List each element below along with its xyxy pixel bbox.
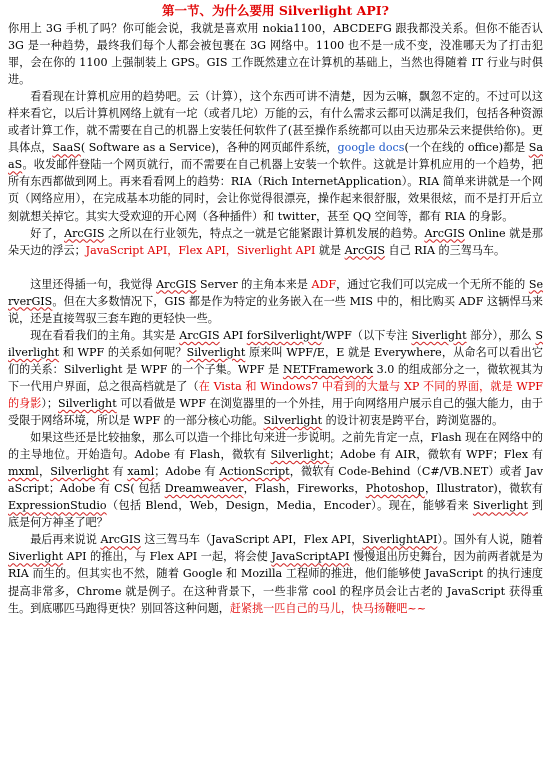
- text-segment: ArcGIS: [100, 533, 141, 547]
- text-segment: 原来叫 WPF/E，E 就是 Everywhere，从命名可以看出它们的关系：Silverlight 是 WPF 的一个子集。WPF 是: [8, 345, 543, 376]
- text-segment: 最后再来说说: [30, 533, 101, 547]
- text-segment: Siverlight API: [236, 243, 316, 257]
- text-segment: Siverlight: [411, 328, 467, 342]
- text-segment: 的设计初衷是跨平台，跨浏览器的。: [322, 414, 504, 428]
- text-segment: 自己 RIA 的三驾马车。: [385, 243, 506, 257]
- section-title: 第一节、为什么要用 Silverlight API?: [162, 3, 389, 18]
- text-segment: 现在看看我们的主角。其实是: [30, 328, 180, 342]
- text-segment: ServerGIS: [8, 277, 544, 308]
- text-segment: （包括 Blend，Web，Design，Media，Encoder）。现在，能够看来: [106, 499, 473, 513]
- paragraph: [8, 531, 543, 616]
- text-segment: Online 就是那朵天边的浮云；: [8, 226, 543, 257]
- text-segment: 和 WPF 的关系如何呢？: [59, 345, 187, 359]
- paragraph: [8, 88, 543, 224]
- text-segment: Silverlight: [58, 396, 117, 410]
- text-segment: ArcGIS: [344, 243, 386, 257]
- text-segment: 3.0 的组成部分之一，微软视其为下一代用户界面，总之很高档就是了（: [8, 362, 543, 393]
- text-segment: ( Software as a Service)，各种的网页邮件系统，: [80, 141, 338, 155]
- text-segment: ，微软有 Code-Behind（C#/VB.NET）或者 JavaScript；Adobe 有 CS( 包括: [8, 465, 543, 496]
- text-segment: 有: [108, 465, 128, 479]
- paragraph: [8, 276, 543, 327]
- text-segment: /WPF（以下专注: [321, 328, 412, 342]
- text-segment: 在 Vista 和 Windows7 中看到的大量与 XP 不同的界面，就是 WPF 的身影: [8, 379, 543, 410]
- text-segment: Siverlight: [8, 550, 64, 564]
- text-segment: ExpressionStudio: [8, 499, 107, 513]
- text-segment: 好了，: [30, 226, 65, 240]
- text-segment: ，Flash，Fireworks，: [243, 482, 366, 496]
- paragraph: [8, 429, 543, 531]
- paragraph: [8, 20, 543, 88]
- text-segment: 看看现在计算机应用的趋势吧。云（计算），这个东西可讲不清楚，因为云嘛，飘忽不定的。不过可以这样来看它，以后计算机网络上就有一坨（或者几坨）万能的云，有什么需求云都可以满足我们，包括各种资源或者计算工作，就不需要在自己的机器上安装任何软件了(甚至操作系统都可以由天边那朵云来提供给你)。更具体点，: [8, 90, 543, 155]
- text-segment: ，: [225, 243, 237, 257]
- text-segment: 。但在大多数情况下，GIS 都是作为特定的业务嵌入在一些 MIS 中的，相比购买 ADF 这辆悍马来说，还是直接驾驭三套车跑的更轻快一些。: [8, 294, 543, 325]
- text-segment: Silverlight: [8, 328, 543, 359]
- text-segment: (一个在线的 office)都是: [404, 141, 529, 155]
- text-segment: ArcGIS: [64, 226, 105, 240]
- paragraph: [8, 225, 543, 259]
- text-segment: Silverlight: [50, 465, 109, 479]
- text-segment: ArcGIS: [156, 277, 197, 291]
- text-segment: ；Adobe 有 AIR，微软有 WPF；Flex 有: [329, 448, 543, 462]
- text-segment: 之所以在行业领先，特点之一就是它能紧跟计算机发展的趋势。: [104, 226, 425, 240]
- text-segment: NETFramework: [282, 362, 374, 376]
- text-segment: ArcGIS: [179, 328, 220, 342]
- text-segment: ）。国外有人说，随着: [437, 533, 544, 547]
- text-segment: ；Adobe 有: [154, 465, 220, 479]
- text-segment: xaml: [127, 465, 155, 479]
- text-segment: ，: [167, 243, 179, 257]
- text-segment: ArcGIS: [424, 226, 465, 240]
- text-segment: 就是: [315, 243, 345, 257]
- text-segment: mxml: [8, 465, 39, 479]
- text-segment: SaaS: [52, 141, 81, 155]
- paragraph-gap: [8, 259, 543, 276]
- text-segment: ActionScript: [219, 465, 290, 479]
- text-segment: Silverlight: [270, 448, 330, 462]
- text-segment: ADF: [311, 277, 337, 291]
- text-segment: ）；: [41, 396, 59, 410]
- document-body: [8, 20, 543, 617]
- text-segment: Flex API: [178, 243, 226, 257]
- text-segment: 赶紧挑一匹自己的马儿，快马扬鞭吧~~: [229, 601, 426, 615]
- text-segment: 你用上 3G 手机了吗？你可能会说，我就是喜欢用 nokia1100，ABCDEFG 跟我都没关系。但你不能否认 3G 是一种趋势，最终我们每个人都会被包裹在 3G 网络中。1100 也不是一成不变，没准哪天为了打击犯罪，会在你的 1100 上强制装上 GPS。GIS 工作既然建立在计算机的基础上，当然也得随着 IT 行业与时俱进。: [8, 22, 543, 87]
- text-segment: ，: [38, 465, 51, 479]
- text-segment: Photoshop: [365, 482, 425, 496]
- text-segment: JavaScriptAPI: [271, 550, 350, 564]
- text-segment: SiverlightAPI: [362, 533, 438, 547]
- text-segment: 如果这些还是比较抽象，那么可以造一个排比句来进一步说明。之前先肯定一点，Flash 现在在网络中的的主导地位。开始造句。Adobe 有 Flash，微软有: [8, 431, 543, 462]
- text-segment: 可以看做是 WPF 在浏览器里的一个外挂，用于向网络用户展示自己的强大能力，由于受限于网络环境，所以是 WPF 的一部分核心功能。: [8, 396, 543, 428]
- text-segment: Silverlight: [263, 414, 323, 428]
- text-segment: Silverlight: [186, 345, 246, 359]
- text-segment: Dreamweaver: [164, 482, 244, 496]
- text-segment: Server 的主角本来是: [196, 277, 312, 291]
- text-segment: forSilverlight: [246, 328, 322, 342]
- text-segment: 到底是何方神圣了吧？: [8, 499, 544, 530]
- text-segment: JavaScript API: [85, 243, 168, 257]
- text-segment: API: [219, 328, 247, 342]
- text-segment: 慢慢退出历史舞台，因为前两者就是为 RIA 而生的。但其实也不然，随着 Google 和 Mozilla 工程师的推进，他们能够使 JavaScript 的执行速度提高非常多，Chrome 就是例子。在这种背景下，一些非常 cool 的程序员会让古老的 JavaScript 获得重生。到底哪匹马跑得更快？别回答这种问题，: [8, 550, 543, 615]
- text-segment: 。收发邮件登陆一个网页就行，而不需要在自己机器上安装一个软件。这就是计算机应用的一个趋势，把所有东西都做到网上。再来看看网上的趋势：RIA（Rich InternetApplication）。RIA 简单来讲就是一个网页（网络应用），在完成基本功能的同时，会让你觉得很漂亮，操作起来很舒服，效果很炫，而不是打开后立刻就想关掉它。其实大受欢迎的开心网（各种插件）和 twitter，甚至 QQ 空间等，都有 RIA 的身影。: [8, 158, 543, 223]
- paragraph: [8, 327, 543, 429]
- text-segment: Siverlight: [472, 499, 528, 513]
- text-segment: ，Illustrator)，微软有: [424, 482, 543, 496]
- text-segment: ，通过它我们可以完成一个无所不能的: [336, 277, 529, 291]
- text-segment: google docs: [337, 141, 405, 155]
- text-segment: API 的推出，与 Flex API 一起，将会使: [63, 550, 272, 564]
- text-segment: 这里还得插一句，我觉得: [30, 277, 157, 291]
- text-segment: SaaS: [8, 141, 543, 172]
- text-segment: 这三驾马车（JavaScript API，Flex API，: [140, 533, 363, 547]
- text-segment: 部分），那么: [466, 328, 536, 342]
